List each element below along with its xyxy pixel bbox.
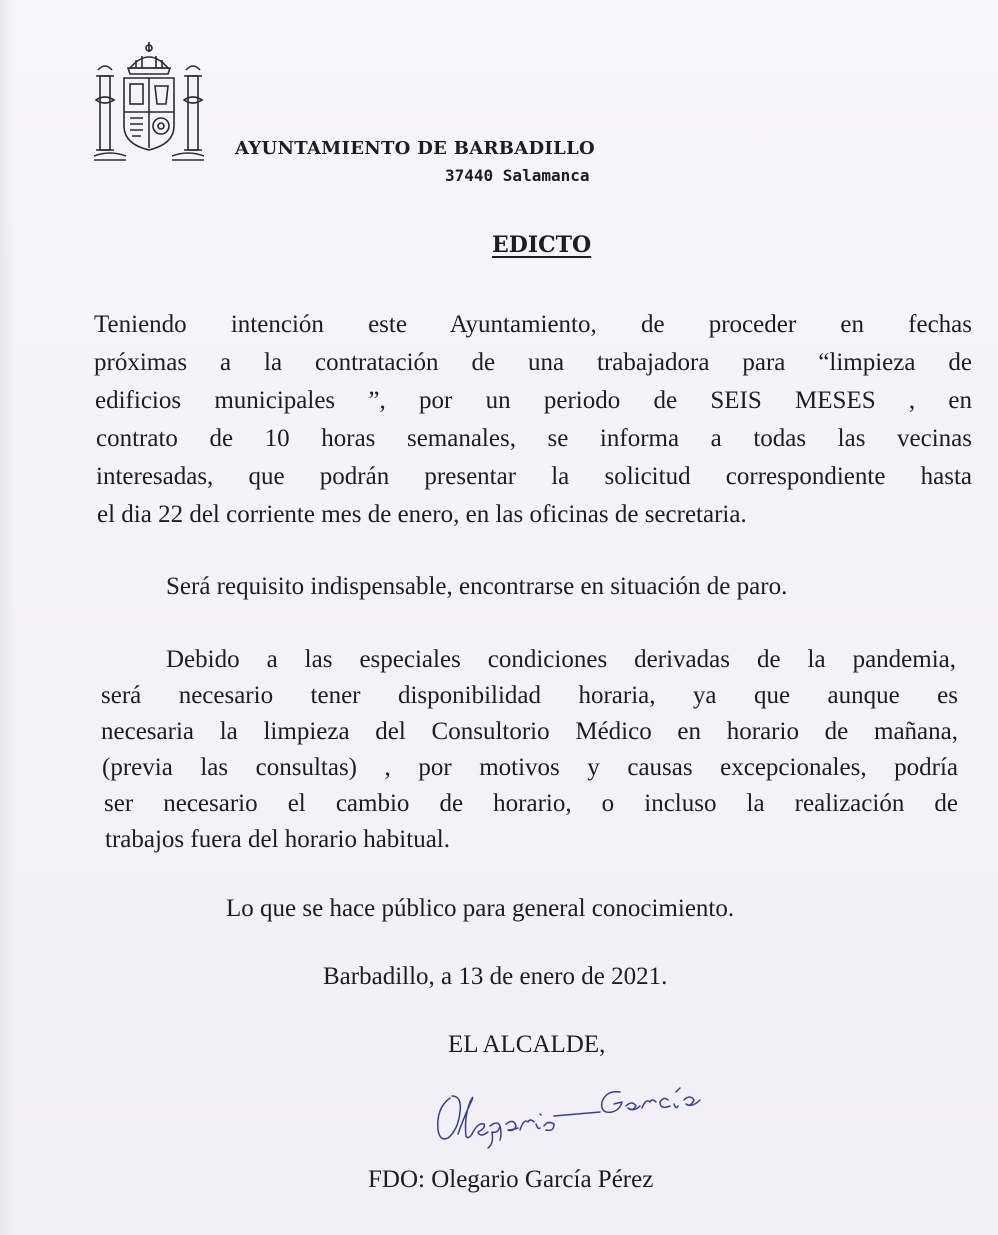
paragraph-2: Será requisito indispensable, encontrarse en situación de paro. [166,573,788,600]
paragraph-3-line-4: (previa las consultas) , por motivos y causas excepcionales, podría [102,754,958,781]
paragraph-1-line-1: Teniendo intención este Ayuntamiento, de proceder en fechas [94,311,972,338]
place-and-date: Barbadillo, a 13 de enero de 2021. [323,963,668,990]
paragraph-3-line-6: trabajos fuera del horario habitual. [105,826,450,853]
page-edge-shadow [0,0,14,1235]
paragraph-3-line-1: Debido a las especiales condiciones derivadas de la pandemia, [166,646,956,673]
signatory-role: EL ALCALDE, [448,1031,606,1058]
paragraph-1-line-6: el dia 22 del corriente mes de enero, en las oficinas de secretaria. [97,501,747,528]
paragraph-1-line-4: contrato de 10 horas semanales, se informa a todas las vecinas [96,425,972,452]
signed-by: FDO: Olegario García Pérez [368,1166,654,1193]
organization-name: AYUNTAMIENTO DE BARBADILLO [235,138,596,159]
paragraph-4: Lo que se hace público para general conocimiento. [226,895,735,922]
paragraph-1-line-3: edificios municipales ”, por un periodo de SEIS MESES , en [95,387,972,414]
paragraph-1-line-5: interesadas, que podrán presentar la solicitud correspondiente hasta [96,463,972,490]
organization-address: 37440 Salamanca [445,166,590,185]
paragraph-3-line-2: será necesario tener disponibilidad horaria, ya que aunque es [101,682,958,709]
paragraph-3-line-3: necesaria la limpieza del Consultorio Médico en horario de mañana, [101,718,958,745]
paragraph-3-line-5: ser necesario el cambio de horario, o incluso la realización de [104,790,958,817]
handwritten-signature [428,1078,728,1150]
paragraph-1-line-2: próximas a la contratación de una trabajadora para “limpieza de [94,349,972,376]
document-title: EDICTO [492,232,592,258]
coat-of-arms-icon [90,40,208,164]
